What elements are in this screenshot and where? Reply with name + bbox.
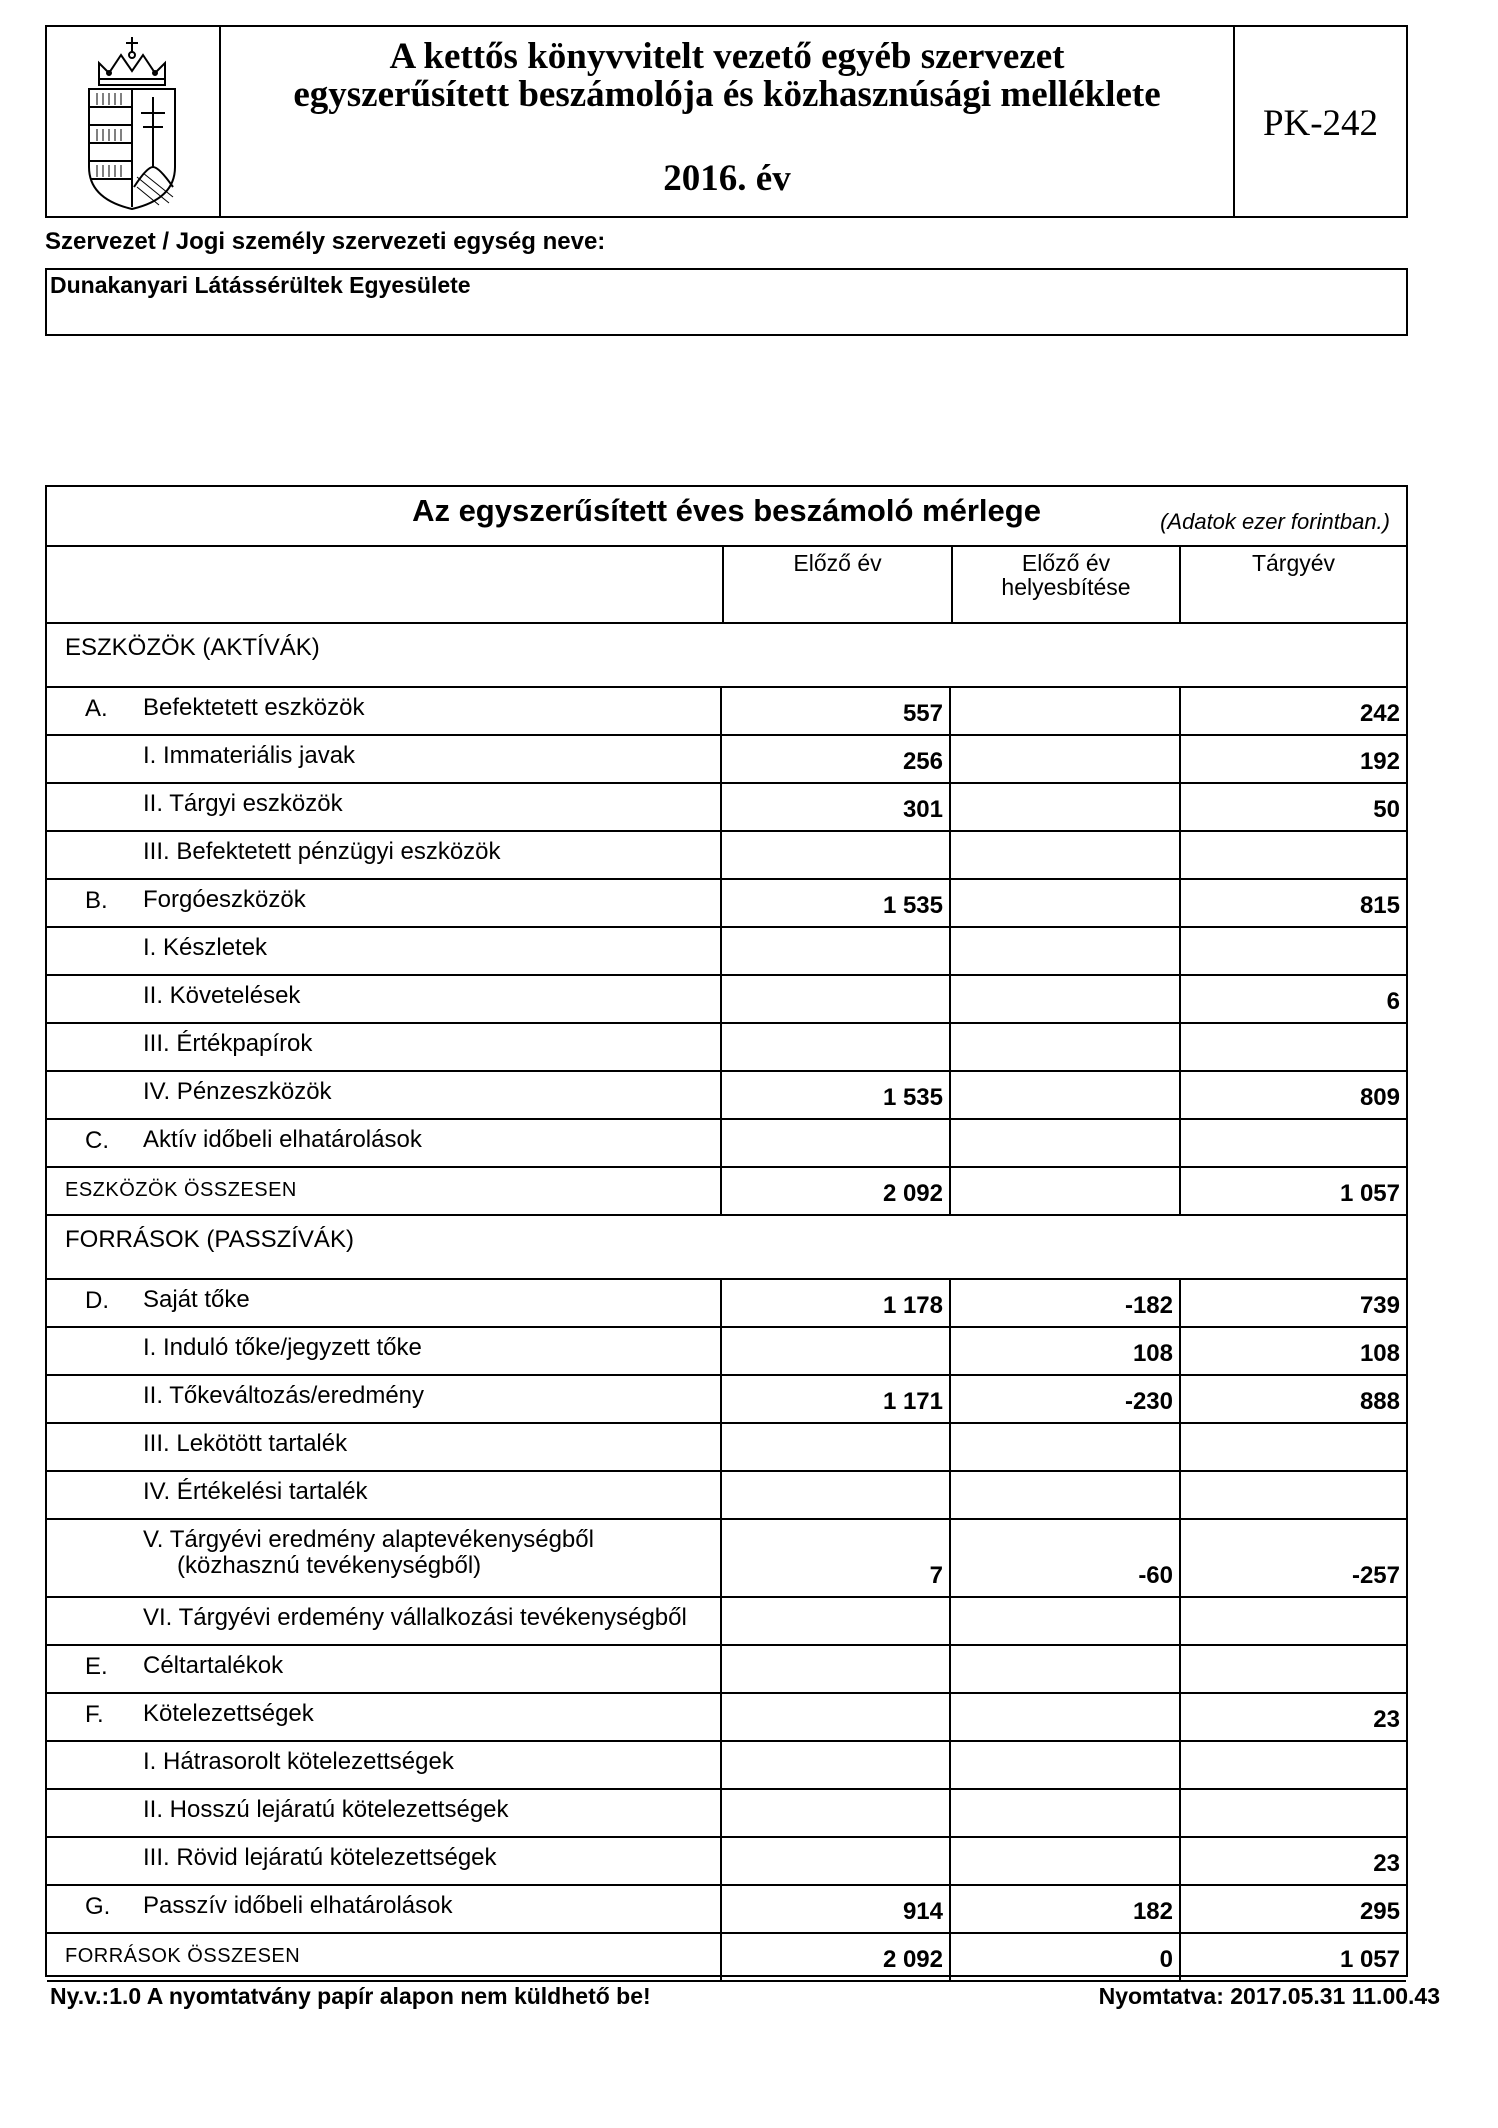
correction-value — [949, 1694, 1179, 1740]
row-label: Saját tőke — [143, 1286, 250, 1313]
correction-value — [949, 1424, 1179, 1470]
form-title — [221, 27, 1235, 216]
previous-year-value: 301 — [720, 784, 949, 830]
correction-value — [949, 784, 1179, 830]
balance-row — [47, 1280, 1406, 1328]
balance-row — [47, 928, 1406, 976]
row-label: IV. Pénzeszközök — [143, 1078, 332, 1105]
report-year: 2016. év — [663, 158, 791, 199]
column-header-row — [47, 547, 1406, 624]
current-year-value — [1179, 1472, 1406, 1518]
correction-value: -230 — [949, 1376, 1179, 1422]
row-label-line2: (közhasznú tevékenységből) — [177, 1552, 482, 1579]
correction-value: -60 — [949, 1520, 1179, 1596]
row-code: F. — [85, 1701, 104, 1728]
correction-value — [949, 976, 1179, 1022]
current-year-value — [1179, 1646, 1406, 1692]
balance-title: Az egyszerűsített éves beszámoló mérlege — [412, 493, 1041, 528]
current-year-value — [1179, 928, 1406, 974]
balance-row — [47, 688, 1406, 736]
column-header-correction — [951, 547, 1179, 622]
hungarian-coat-of-arms-icon — [47, 27, 217, 216]
balance-row — [47, 1520, 1406, 1598]
row-label: IV. Értékelési tartalék — [143, 1478, 368, 1505]
row-label: III. Befektetett pénzügyi eszközök — [143, 838, 501, 865]
row-label: II. Hosszú lejáratú kötelezettségek — [143, 1796, 509, 1823]
balance-row — [47, 1694, 1406, 1742]
previous-year-value — [720, 928, 949, 974]
organization-label: Szervezet / Jogi személy szervezeti egység neve: — [45, 228, 606, 255]
column-header-correction-line1: Előző év — [1021, 550, 1111, 576]
row-label: Forgóeszközök — [143, 886, 306, 913]
previous-year-value — [720, 1694, 949, 1740]
correction-value — [949, 1472, 1179, 1518]
previous-year-value — [720, 1598, 949, 1644]
row-label: II. Követelések — [143, 982, 301, 1009]
row-code: G. — [85, 1893, 111, 1920]
balance-row — [47, 1646, 1406, 1694]
column-header-current-year — [1179, 547, 1406, 622]
previous-year-value — [720, 976, 949, 1022]
previous-year-value — [720, 1790, 949, 1836]
correction-value — [949, 928, 1179, 974]
balance-row — [47, 784, 1406, 832]
balance-row — [47, 1886, 1406, 1934]
previous-year-value: 2 092 — [720, 1934, 949, 1980]
balance-row — [47, 1424, 1406, 1472]
previous-year-value: 256 — [720, 736, 949, 782]
previous-year-value: 1 535 — [720, 1072, 949, 1118]
row-label: II. Tárgyi eszközök — [143, 790, 343, 817]
row-label: FORRÁSOK ÖSSZESEN — [65, 1945, 301, 1967]
correction-value: 0 — [949, 1934, 1179, 1980]
footer-print-date: Nyomtatva: 2017.05.31 11.00.43 — [1098, 1983, 1440, 2009]
previous-year-value — [720, 1742, 949, 1788]
balance-row — [47, 1376, 1406, 1424]
row-label: III. Lekötött tartalék — [143, 1430, 348, 1457]
previous-year-value — [720, 1120, 949, 1166]
balance-row — [47, 1838, 1406, 1886]
correction-value: 108 — [949, 1328, 1179, 1374]
previous-year-value: 914 — [720, 1886, 949, 1932]
correction-value — [949, 1838, 1179, 1884]
row-label: I. Immateriális javak — [143, 742, 356, 769]
title-line-2: egyszerűsített beszámolója és közhasznúsági melléklete — [293, 74, 1161, 115]
section-label: ESZKÖZÖK (AKTÍVÁK) — [65, 634, 320, 661]
organization-name: Dunakanyari Látássérültek Egyesülete — [50, 272, 471, 298]
current-year-value — [1179, 1790, 1406, 1836]
row-label: I. Induló tőke/jegyzett tőke — [143, 1334, 422, 1361]
balance-row — [47, 1024, 1406, 1072]
column-header-current-year-label: Tárgyév — [1251, 550, 1336, 576]
previous-year-value: 1 535 — [720, 880, 949, 926]
row-code: C. — [85, 1127, 109, 1154]
section-header-row — [47, 1216, 1406, 1280]
row-label: Céltartalékok — [143, 1652, 284, 1679]
row-code: B. — [85, 887, 108, 914]
previous-year-value — [720, 1838, 949, 1884]
total-row — [47, 1168, 1406, 1216]
previous-year-value: 557 — [720, 688, 949, 734]
row-label: VI. Tárgyévi erdemény vállalkozási tevékenységből — [143, 1604, 687, 1631]
column-header-previous-year — [722, 547, 951, 622]
previous-year-value — [720, 1328, 949, 1374]
balance-row — [47, 1742, 1406, 1790]
correction-value — [949, 688, 1179, 734]
current-year-value: 6 — [1179, 976, 1406, 1022]
current-year-value: -257 — [1179, 1520, 1406, 1596]
form-header — [45, 25, 1408, 218]
current-year-value: 108 — [1179, 1328, 1406, 1374]
current-year-value: 50 — [1179, 784, 1406, 830]
column-header-correction-line2: helyesbítése — [1001, 574, 1131, 600]
correction-value — [949, 880, 1179, 926]
section-header-row — [47, 624, 1406, 688]
current-year-value: 192 — [1179, 736, 1406, 782]
total-row — [47, 1934, 1406, 1982]
current-year-value: 295 — [1179, 1886, 1406, 1932]
correction-value — [949, 1072, 1179, 1118]
row-label: III. Értékpapírok — [143, 1030, 313, 1057]
correction-value — [949, 1646, 1179, 1692]
row-code: D. — [85, 1287, 109, 1314]
current-year-value — [1179, 832, 1406, 878]
footer-version-note: Ny.v.:1.0 A nyomtatvány papír alapon nem küldhető be! — [50, 1983, 651, 2009]
balance-row — [47, 736, 1406, 784]
unit-note: (Adatok ezer forintban.) — [1160, 509, 1390, 534]
balance-row — [47, 1328, 1406, 1376]
correction-value — [949, 1790, 1179, 1836]
row-code: E. — [85, 1653, 108, 1680]
title-line-1: A kettős könyvvitelt vezető egyéb szervezet — [389, 36, 1065, 77]
row-label: Kötelezettségek — [143, 1700, 314, 1727]
row-label: ESZKÖZÖK ÖSSZESEN — [65, 1179, 297, 1201]
correction-value: 182 — [949, 1886, 1179, 1932]
row-label: III. Rövid lejáratú kötelezettségek — [143, 1844, 497, 1871]
current-year-value: 809 — [1179, 1072, 1406, 1118]
section-label: FORRÁSOK (PASSZÍVÁK) — [65, 1226, 354, 1253]
correction-value — [949, 1742, 1179, 1788]
balance-row — [47, 1598, 1406, 1646]
correction-value — [949, 832, 1179, 878]
current-year-value — [1179, 1742, 1406, 1788]
previous-year-value — [720, 1024, 949, 1070]
balance-sheet — [45, 485, 1408, 1977]
previous-year-value — [720, 1472, 949, 1518]
current-year-value: 23 — [1179, 1694, 1406, 1740]
row-code: A. — [85, 695, 108, 722]
previous-year-value: 1 178 — [720, 1280, 949, 1326]
row-label: I. Készletek — [143, 934, 268, 961]
previous-year-value — [720, 1646, 949, 1692]
correction-value — [949, 1024, 1179, 1070]
column-header-previous-year-label: Előző év — [793, 550, 882, 576]
current-year-value — [1179, 1120, 1406, 1166]
balance-row — [47, 1790, 1406, 1838]
current-year-value — [1179, 1424, 1406, 1470]
row-label — [143, 1527, 594, 1579]
row-label: Aktív időbeli elhatárolások — [143, 1126, 422, 1153]
balance-row — [47, 976, 1406, 1024]
row-label: Befektetett eszközök — [143, 694, 365, 721]
coat-of-arms-cell — [47, 27, 221, 216]
previous-year-value: 2 092 — [720, 1168, 949, 1214]
previous-year-value: 7 — [720, 1520, 949, 1596]
previous-year-value — [720, 832, 949, 878]
balance-row — [47, 1472, 1406, 1520]
row-label: II. Tőkeváltozás/eredmény — [143, 1382, 425, 1409]
current-year-value: 242 — [1179, 688, 1406, 734]
correction-value: -182 — [949, 1280, 1179, 1326]
current-year-value: 23 — [1179, 1838, 1406, 1884]
current-year-value: 739 — [1179, 1280, 1406, 1326]
correction-value — [949, 736, 1179, 782]
balance-row — [47, 880, 1406, 928]
balance-title-bar — [47, 487, 1406, 547]
balance-row — [47, 832, 1406, 880]
correction-value — [949, 1168, 1179, 1214]
previous-year-value: 1 171 — [720, 1376, 949, 1422]
row-label: Passzív időbeli elhatárolások — [143, 1892, 453, 1919]
current-year-value — [1179, 1024, 1406, 1070]
organization-name-box — [45, 268, 1408, 336]
form-code-cell — [1235, 27, 1406, 216]
current-year-value — [1179, 1598, 1406, 1644]
row-label: I. Hátrasorolt kötelezettségek — [143, 1748, 454, 1775]
correction-value — [949, 1598, 1179, 1644]
correction-value — [949, 1120, 1179, 1166]
current-year-value: 1 057 — [1179, 1168, 1406, 1214]
previous-year-value — [720, 1424, 949, 1470]
current-year-value: 1 057 — [1179, 1934, 1406, 1980]
form-code: PK-242 — [1262, 103, 1379, 144]
current-year-value: 815 — [1179, 880, 1406, 926]
current-year-value: 888 — [1179, 1376, 1406, 1422]
row-label-line1: V. Tárgyévi eredmény alaptevékenységből — [143, 1526, 594, 1553]
balance-row — [47, 1072, 1406, 1120]
balance-row — [47, 1120, 1406, 1168]
